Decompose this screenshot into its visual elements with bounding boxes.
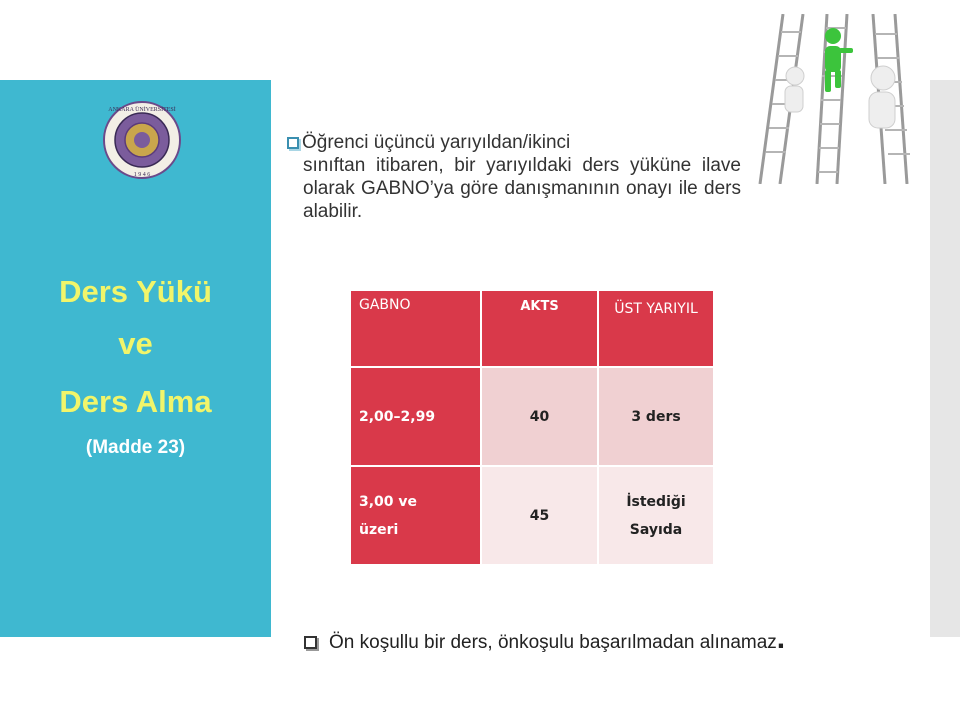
cell-ust-yariyil: 3 ders <box>599 368 715 467</box>
side-subtitle: (Madde 23) <box>85 437 186 458</box>
cell-gabno: 3,00 ve üzeri <box>351 467 482 566</box>
header-gabno: GABNO <box>351 291 482 368</box>
paragraph-line1: Öğrenci üçüncü yarıyıldan/ikinci <box>302 132 571 153</box>
note-end-mark: . <box>776 622 786 655</box>
university-seal-icon <box>97 100 187 180</box>
cell-ust-yariyil: İstediği Sayıda <box>599 467 715 566</box>
intro-paragraph <box>287 131 741 223</box>
prerequisite-note <box>304 622 786 655</box>
note-text: Ön koşullu bir ders, önkoşulu başarılmadan alınamaz <box>329 632 777 653</box>
checkbox-bullet-icon <box>304 636 317 649</box>
table-row <box>351 467 715 566</box>
cell-akts: 40 <box>482 368 599 467</box>
header-akts: AKTS <box>482 291 599 368</box>
table-header-row <box>351 291 715 368</box>
gabno-table <box>351 291 715 566</box>
side-title-line2: ve <box>118 326 153 361</box>
paragraph-rest: sınıftan itibaren, bir yarıyıldaki ders yüküne ilave olarak GABNO’ya göre danışmanının onayı ile ders alabilir. <box>303 155 741 222</box>
side-title-line3: Ders Alma <box>59 384 212 419</box>
ladder-climbers-icon <box>755 14 930 184</box>
seal-year-text: 1 9 4 6 <box>133 172 151 178</box>
checkbox-bullet-icon <box>287 137 299 149</box>
cell-gabno: 2,00–2,99 <box>351 368 482 467</box>
right-accent-bar <box>930 80 960 637</box>
header-ust-yariyil: ÜST YARIYIL <box>599 291 715 368</box>
cell-akts: 45 <box>482 467 599 566</box>
side-title-line1: Ders Yükü <box>59 274 212 309</box>
seal-ring-text: ANKARA ÜNİVERSİTESİ <box>108 107 176 113</box>
table-row <box>351 368 715 467</box>
